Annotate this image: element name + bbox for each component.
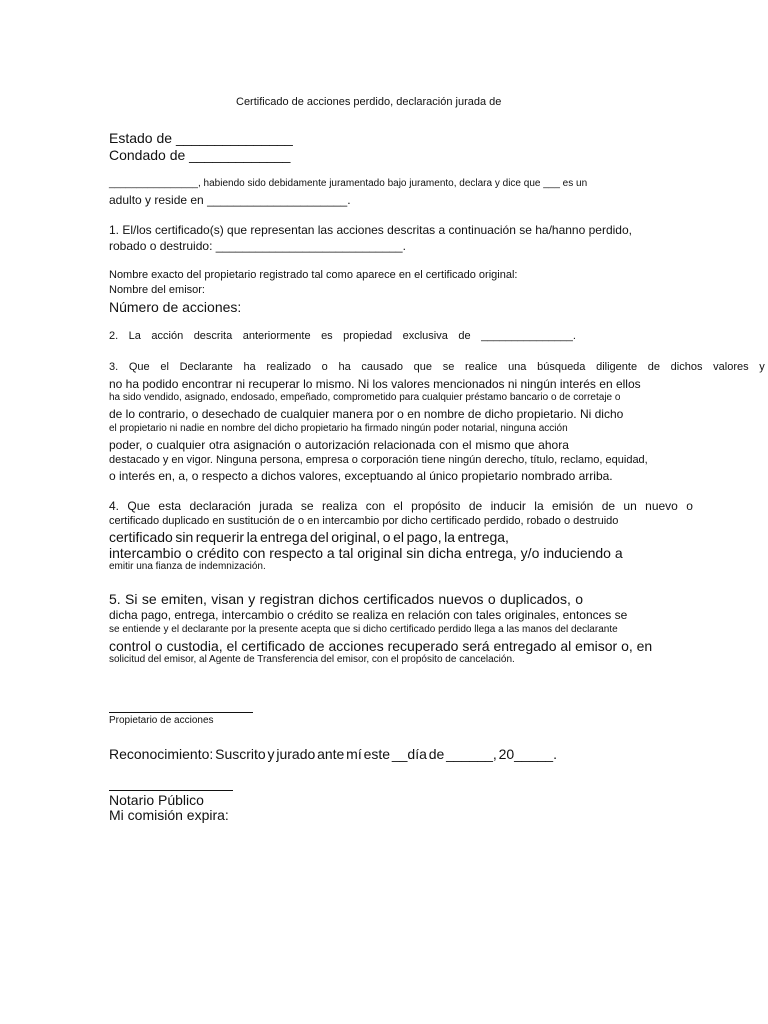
p5-word: duplicados, [500,591,571,607]
ack-word: Suscrito [215,746,266,762]
p5-word: y [248,591,256,607]
p3-word: 3. [109,361,119,373]
p5-word: visan [211,591,244,607]
p2-word: acción [151,330,184,342]
document-title: Certificado de acciones perdido, declaración jurada de [236,96,502,108]
notary-signature-line [109,790,233,791]
paragraph-4-line-5: emitir una fianza de indemnización. [109,561,266,572]
p4-word: 4. [109,499,120,513]
paragraph-4-line-2: certificado duplicado en sustitución de o en intercambio por dicho certificado perdido, robado o destruido [109,515,619,527]
p3-word: Que [128,361,150,373]
p4-word: declaración [189,499,251,513]
p3-word: con [439,438,459,452]
paragraph-1-line-1: 1. El/los certificado(s) que representan las acciones descritas a continuación se ha/hanno perdido, [109,223,632,237]
paragraph-3-line-8: o interés en, a, o respecto a dichos valores, exceptuando al único propietario nombrado arriba. [109,469,613,483]
notary-label: Notario Público [109,792,204,808]
p3-word: una [508,361,527,373]
p4-word: o [686,499,693,513]
p5-word: registran [259,591,315,607]
p4-word: con [365,499,386,513]
p3-word: ahora [538,438,569,452]
p2-word: 2. [109,330,119,342]
p4-word: o [382,529,391,545]
ack-word: 20_____. [498,746,557,762]
ack-word: este [363,746,391,762]
p3-word: se [442,361,455,373]
p4-word: sin [175,529,194,545]
shareholder-label: Propietario de acciones [109,715,214,726]
p4-word: el [393,499,403,513]
p2-word: es [321,330,333,342]
p3-word: otra [208,438,230,452]
p5-word: emiten, [160,591,207,607]
p4-word: realiza [321,499,358,513]
paragraph-3-line-7: destacado y en vigor. Ninguna persona, empresa o corporación tiene ningún derecho, título, reclamo, equidad, [109,454,648,466]
p5-word: o [487,591,496,607]
paragraph-4-line-3 [109,530,509,544]
p4-word: la [246,529,258,545]
paragraph-3-line-2: no ha podido encontrar ni recuperar lo mismo. Ni los valores mencionados ni ningún interés en ellos [109,377,641,391]
p4-word: certificado [109,529,173,545]
p4-word: emisión [551,499,594,513]
p5-word: certificados [363,591,435,607]
p5-word: dichos [318,591,359,607]
p3-word: que [413,361,433,373]
p2-word: _______________. [481,330,576,342]
p4-word: de [468,499,483,513]
p5-word: nuevos [438,591,484,607]
county-line: Condado de _____________ [109,147,291,163]
acknowledgment-line [109,747,557,761]
paragraph-5-line-2: dicha pago, entrega, intercambio o crédito se realiza en relación con tales originales, entonces se [109,608,628,622]
ack-word: ante [317,746,345,762]
ack-word: Reconocimiento: [109,746,214,762]
p3-word: autorización [304,438,370,452]
p3-word: ha [243,361,256,373]
p4-word: de [601,499,616,513]
p3-word: ha [338,361,351,373]
p2-word: de [458,330,471,342]
p2-word: descrita [193,330,233,342]
p3-word: relacionada [373,438,436,452]
paragraph-3-line-6 [109,439,569,451]
p4-word: Que [127,499,151,513]
p3-word: valores [713,361,749,373]
p3-word: asignación [233,438,291,452]
state-line: Estado de _______________ [109,130,293,146]
p2-word: La [128,330,141,342]
p3-word: Declarante [179,361,233,373]
p4-word: esta [158,499,182,513]
paragraph-4-line-4: intercambio o crédito con respecto a tal original sin dicha entrega, y/o induciendo a [109,545,623,561]
p4-word: requerir [195,529,245,545]
p5-word: 5. [109,591,121,607]
p3-word: búsqueda [537,361,586,373]
p3-word: causado [361,361,403,373]
p3-word: realice [464,361,498,373]
ack-word: jurado [276,746,316,762]
p4-word: la [444,529,456,545]
p4-word: del [310,529,329,545]
ack-word: y [267,746,275,762]
p4-word: se [300,499,314,513]
p4-word: original, [331,529,381,545]
ack-word: de [428,746,445,762]
p4-word: propósito [411,499,461,513]
ack-word: mí [346,746,362,762]
p3-word: o [294,438,302,452]
p4-word: la [534,499,544,513]
p3-word: el [160,361,169,373]
p4-word: el [393,529,405,545]
p3-word: de [647,361,660,373]
paragraph-3-line-5: el propietario ni nadie en nombre del dicho propietario ha firmado ningún poder notarial, ninguna acción [109,423,568,434]
p3-word: el [462,438,472,452]
owner-name-label: Nombre exacto del propietario registrado tal como aparece en el certificado original: [109,269,518,281]
p3-word: realizado [266,361,311,373]
intro-line-2: adulto y reside en _____________________. [109,193,351,207]
paragraph-2-line [109,331,576,342]
paragraph-5-line-5: solicitud del emisor, al Agente de Transferencia del emisor, con el propósito de cancelación. [109,654,515,665]
p3-word: y [759,361,765,373]
p3-word: mismo [475,438,511,452]
paragraph-5-line-1 [109,592,583,606]
paragraph-3-line-1 [109,362,765,373]
p3-word: poder, [109,438,143,452]
paragraph-3-line-3: ha sido vendido, asignado, endosado, empeñado, comprometido para cualquier préstamo bancario o de corretaje o [109,392,621,403]
p2-word: anteriormente [242,330,311,342]
commission-label: Mi comisión expira: [109,807,229,823]
issuer-name-label: Nombre del emisor: [109,284,205,296]
p5-word: o [575,591,583,607]
shares-number-label: Número de acciones: [109,299,242,315]
p3-word: diligente [596,361,638,373]
p4-word: jurada [259,499,293,513]
paragraph-4-line-1 [109,500,693,512]
intro-line-1: ________________, habiendo sido debidamente juramentado bajo juramento, declara y dice que ___ es un [109,178,588,189]
p2-word: propiedad [343,330,393,342]
p4-word: entrega, [457,529,509,545]
p3-word: dichos [670,361,703,373]
paragraph-5-line-3: se entiende y el declarante por la presente acepta que si dicho certificado perdido llega a las manos del declarante [109,624,618,635]
p3-word: cualquier [156,438,206,452]
p4-word: nuevo [645,499,678,513]
p5-word: se [141,591,157,607]
paragraph-3-line-4: de lo contrario, o desechado de cualquier manera por o en nombre de dicho propietario. Ni dicho [109,407,624,421]
p3-word: o [146,438,153,452]
p4-word: entrega [260,529,308,545]
p5-word: Si [125,591,138,607]
paragraph-5-line-4: control o custodia, el certificado de acciones recuperado será entregado al emisor o, en [109,638,653,654]
paragraph-1-line-2: robado o destruido: ____________________________. [109,239,406,253]
ack-word: __día [391,746,427,762]
p4-word: pago, [406,529,442,545]
p2-word: exclusiva [402,330,448,342]
p3-word: o [321,361,328,373]
shareholder-signature-line [109,712,253,713]
p4-word: inducir [490,499,526,513]
p3-word: que [514,438,535,452]
ack-word: ______, [446,746,497,762]
p4-word: un [623,499,637,513]
